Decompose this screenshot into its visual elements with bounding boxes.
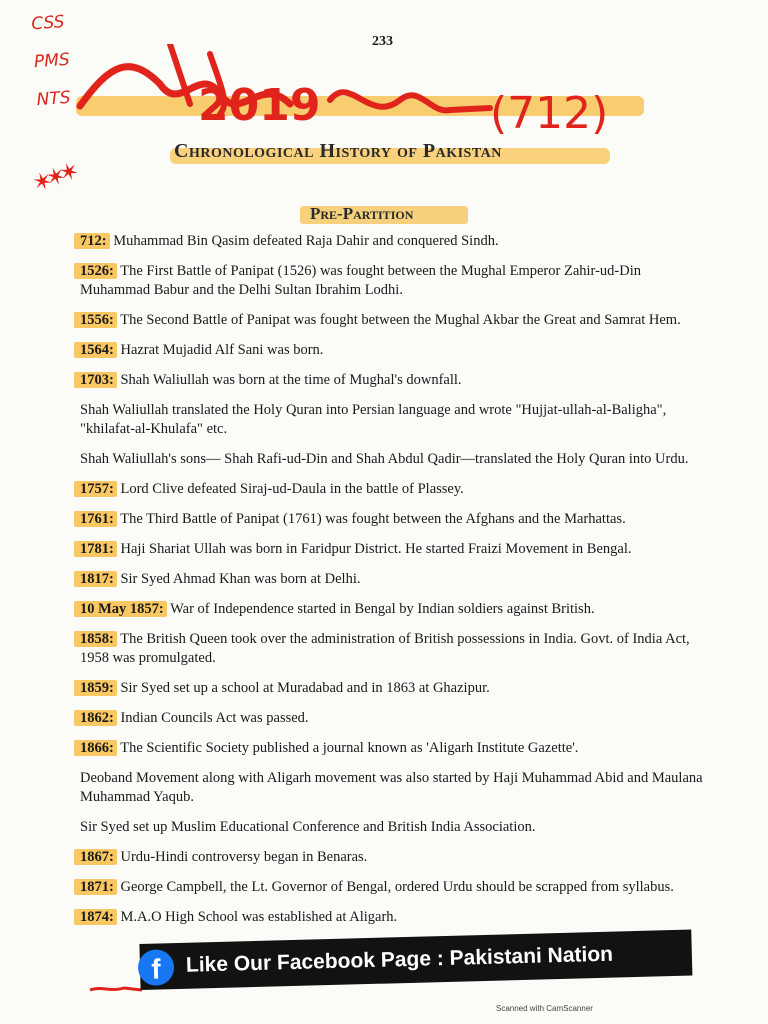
entry-text: Shah Waliullah's sons— Shah Rafi-ud-Din and Shah Abdul Qadir—translated the Holy Quran into Urdu.: [80, 451, 689, 467]
chronology-entry: [80, 450, 710, 469]
entry-text: Indian Councils Act was passed.: [116, 710, 309, 726]
entry-text: Sir Syed set up Muslim Educational Conference and British India Association.: [80, 819, 536, 835]
chronology-entry: [80, 262, 710, 300]
chronology-entry: [80, 401, 710, 439]
chronology-entry: [80, 341, 710, 360]
chronology-entry: [80, 540, 710, 559]
scrawl-year: 2019: [198, 80, 321, 131]
entry-year: 1564:: [74, 342, 117, 358]
chronology-entry: [80, 510, 710, 529]
entry-year: 1556:: [74, 312, 117, 328]
facebook-icon: f: [138, 949, 175, 986]
entry-year: 712:: [74, 233, 110, 249]
entry-text: Lord Clive defeated Siraj-ud-Daula in the battle of Plassey.: [116, 481, 464, 497]
entry-text: M.A.O High School was established at Aligarh.: [116, 909, 398, 925]
entry-text: The Scientific Society published a journal known as 'Aligarh Institute Gazette'.: [116, 740, 579, 756]
chronology-entry: [80, 311, 710, 330]
tag-pms: PMS: [33, 49, 71, 73]
facebook-banner-text: Like Our Facebook Page : Pakistani Nation: [185, 942, 614, 977]
chronology-entry: [80, 908, 710, 927]
chronology-entry: [80, 878, 710, 897]
handwritten-urdu-scrawl: [70, 44, 650, 154]
entry-text: Sir Syed Ahmad Khan was born at Delhi.: [116, 571, 361, 587]
entry-text: Shah Waliullah translated the Holy Quran into Persian language and wrote "Hujjat-ullah-al-Baligha", "khilafat-al-Khulafa" etc.: [80, 402, 667, 437]
entry-text: George Campbell, the Lt. Governor of Bengal, ordered Urdu should be scrapped from syllabus.: [116, 879, 674, 895]
entry-text: Sir Syed set up a school at Muradabad and in 1863 at Ghazipur.: [116, 680, 490, 696]
pen-scribble: [88, 984, 144, 994]
page-number: 233: [372, 34, 393, 49]
entry-text: Hazrat Mujadid Alf Sani was born.: [116, 342, 324, 358]
entry-year: 1867:: [74, 849, 117, 865]
chronology-entry: [80, 232, 710, 251]
chronology-entry: [80, 600, 710, 619]
entry-year: 10 May 1857:: [74, 601, 167, 617]
entry-year: 1817:: [74, 571, 117, 587]
handwritten-stars: ✶✶✶: [28, 157, 78, 199]
entry-text: Urdu-Hindi controversy began in Benaras.: [116, 849, 368, 865]
chronology-entry: [80, 818, 710, 837]
chronology-entry: [80, 371, 710, 390]
entry-year: 1526:: [74, 263, 117, 279]
handwritten-exam-tags: [30, 3, 74, 119]
entry-year: 1781:: [74, 541, 117, 557]
tag-css: CSS: [30, 12, 66, 35]
chronology-entry: [80, 739, 710, 758]
chronology-entry: [80, 480, 710, 499]
scrawl-range: (712): [490, 88, 609, 139]
chronology-entry: [80, 570, 710, 589]
entry-text: The British Queen took over the administration of British possessions in India. Govt. of India Act, 1958 was promulgated.: [80, 631, 690, 666]
page-title: Chronological History of Pakistan: [174, 140, 502, 162]
entry-text: Haji Shariat Ullah was born in Faridpur District. He started Fraizi Movement in Bengal.: [116, 541, 632, 557]
chronology-entry: [80, 769, 710, 807]
chronology-entry: [80, 709, 710, 728]
entry-year: 1858:: [74, 631, 117, 647]
entry-text: War of Independence started in Bengal by Indian soldiers against British.: [166, 601, 595, 617]
facebook-banner[interactable]: [139, 930, 692, 990]
entry-year: 1862:: [74, 710, 117, 726]
entry-year: 1757:: [74, 481, 117, 497]
section-title: Pre-Partition: [310, 204, 414, 223]
tag-nts: NTS: [35, 87, 72, 111]
entry-year: 1761:: [74, 511, 117, 527]
chronology-entry: [80, 630, 710, 668]
entry-year: 1703:: [74, 372, 117, 388]
entry-text: Deoband Movement along with Aligarh movement was also started by Haji Muhammad Abid and Maulana Muhammad Yaqub.: [80, 770, 703, 805]
scanner-watermark: Scanned with CamScanner: [496, 1004, 593, 1013]
entry-year: 1859:: [74, 680, 117, 696]
entry-text: Muhammad Bin Qasim defeated Raja Dahir and conquered Sindh.: [109, 233, 499, 249]
entry-text: The Second Battle of Panipat was fought between the Mughal Akbar the Great and Samrat Hem.: [116, 312, 681, 328]
chronology-list: [80, 232, 710, 938]
entry-year: 1866:: [74, 740, 117, 756]
entry-year: 1874:: [74, 909, 117, 925]
entry-text: The First Battle of Panipat (1526) was fought between the Mughal Emperor Zahir-ud-Din Muhammad Babur and the Delhi Sultan Ibrahim Lodhi.: [80, 263, 641, 298]
chronology-entry: [80, 679, 710, 698]
entry-text: Shah Waliullah was born at the time of Mughal's downfall.: [116, 372, 462, 388]
chronology-entry: [80, 848, 710, 867]
entry-text: The Third Battle of Panipat (1761) was fought between the Afghans and the Marhattas.: [116, 511, 626, 527]
entry-year: 1871:: [74, 879, 117, 895]
